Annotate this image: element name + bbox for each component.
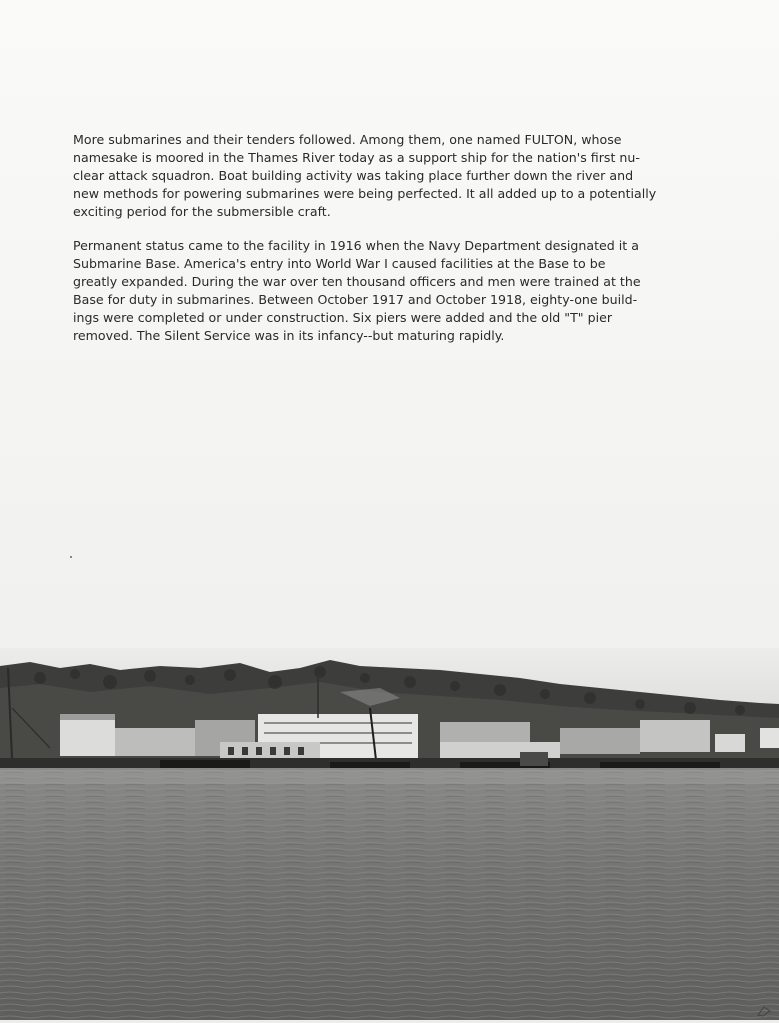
paragraph-1 (73, 131, 663, 221)
text-line: exciting period for the submersible craft. (73, 204, 331, 219)
text-line: namesake is moored in the Thames River today as a support ship for the nation's first nu- (73, 150, 640, 165)
text-line: Permanent status came to the facility in 1916 when the Navy Department designated it a (73, 238, 639, 253)
body-text (73, 131, 663, 361)
submarine-base-waterfront-photo (0, 648, 779, 1020)
text-line: clear attack squadron. Boat building activity was taking place further down the river and (73, 168, 634, 183)
text-line: greatly expanded. During the war over ten thousand officers and men were trained at the (73, 274, 641, 289)
paper-speck (70, 556, 72, 558)
text-line: new methods for powering submarines were being perfected. It all added up to a potentially (73, 186, 657, 201)
text-line: Base for duty in submarines. Between October 1917 and October 1918, eighty-one build- (73, 292, 638, 307)
corner-mark-icon (757, 1005, 771, 1017)
text-line: More submarines and their tenders followed. Among them, one named FULTON, whose (73, 132, 622, 147)
paragraph-2 (73, 237, 663, 345)
text-line: ings were completed or under construction. Six piers were added and the old "T" pier (73, 310, 613, 325)
text-line: Submarine Base. America's entry into World War I caused facilities at the Base to be (73, 256, 606, 271)
text-line: removed. The Silent Service was in its infancy--but maturing rapidly. (73, 328, 505, 343)
